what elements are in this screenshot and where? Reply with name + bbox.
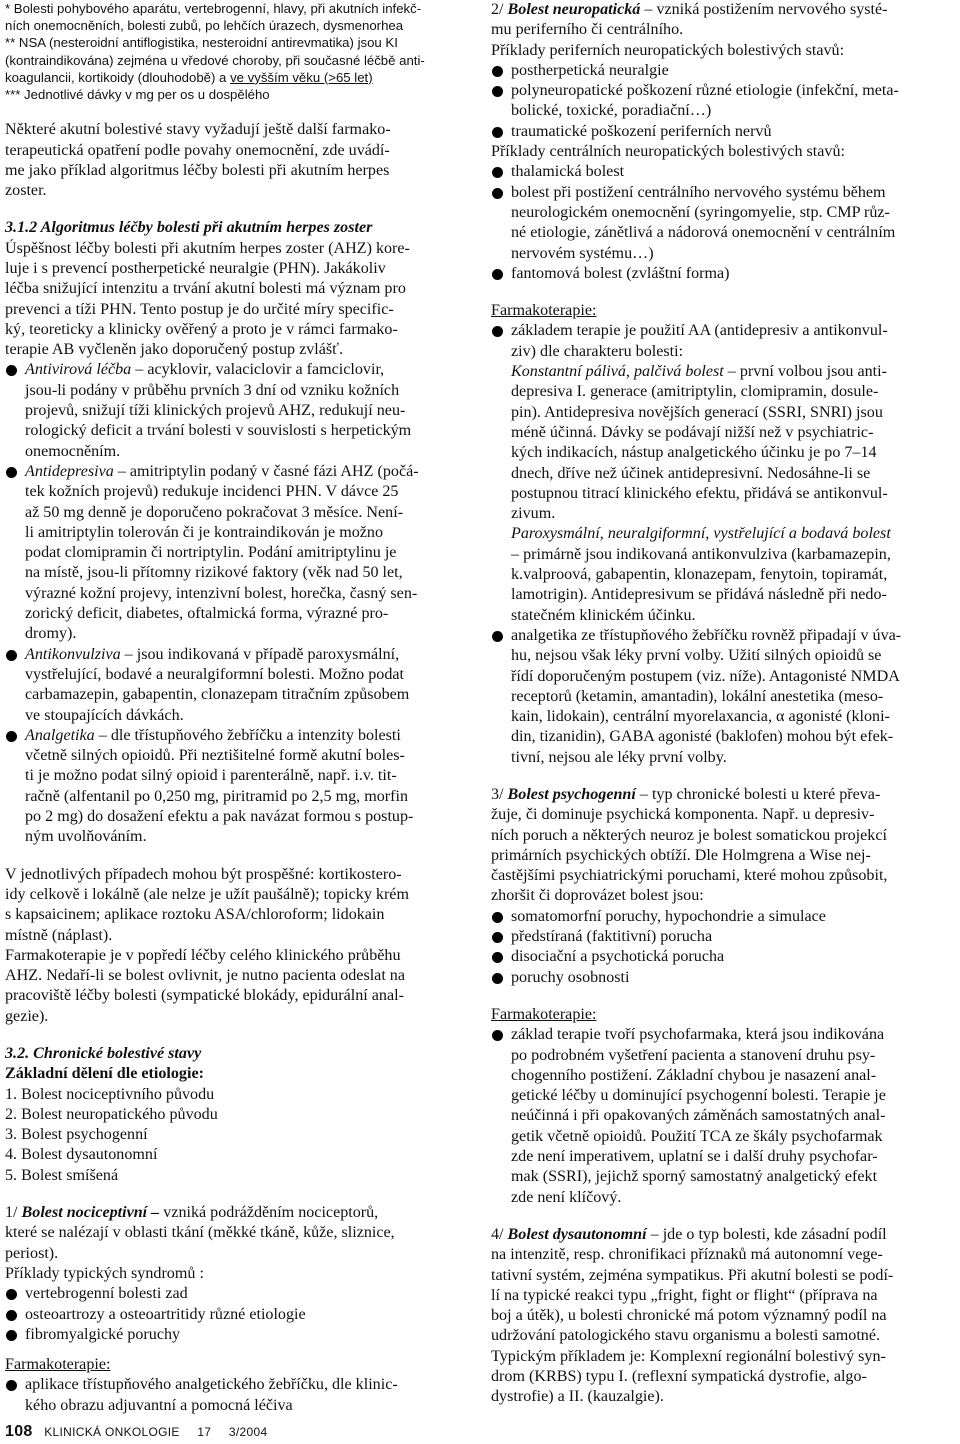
neuropathic-section: 2/ Bolest neuropatická – vzniká postižením nervového systé- mu periferního či centrálního. Příklady periferních neuropatických bolestivých stavů: postherpetická neuralgie polyneuropatické poškození různé etiologie (infekční, meta- bolické, toxické, poradiační…) traumatické poškození periferních nervů Příklady centrálních neuropatických bolestivých stavů: thalamická bolest bolest při postižení centrálního nervového systému během neurologickém onemocnění (syringomyelie, stp. CMP růz- né etiologie, zánětlivá a nádorová onemocnění v centrálním nervovém systému…) fantomová bolest (zvláštní forma) (491, 0, 956, 284)
list-item: vertebrogenní bolesti zad (5, 1284, 465, 1304)
bullet-icon (492, 86, 503, 97)
additional-therapy-paragraph: V jednotlivých případech mohou být prospěšné: kortikostero- idy celkově i lokálně (ale nelze je užít paušálně); topicky krém s kapsaicinem; aplikace roztoku ASA/chloroform; lidokain místně (náplast). Farmakoterapie je v popředí léčby celého klinického průběhu AHZ. Nedaří-li se bolest ovlivnit, je nutno pacienta odeslat na pracoviště léčby bolesti (sympatické blokády, epidurální anal- gezie). (5, 865, 409, 1025)
bullet-icon (492, 188, 503, 199)
bullet-icon (492, 932, 503, 943)
herpes-treatment-bullets (5, 360, 465, 847)
footnote-line: * Bolesti pohybového aparátu, vertebrogenní, hlavy, při akutních infekč- (5, 1, 422, 16)
bullet-icon (6, 1380, 17, 1391)
footnote-line: ** NSA (nesteroidní antiflogistika, nesteroidní antirevmatika) jsou KI (5, 35, 398, 51)
bullet-icon (492, 66, 503, 77)
bullet-icon (492, 1030, 503, 1041)
list-item: Antivirová léčba – acyklovir, valaciclovir a famciclovir, jsou-li podány v průběhu prvních 3 dní od vzniku kožních projevů, snižují tíži klinických projevů AHZ, redukují neu- rologický deficit a trvání bolesti v souvislosti s herpetickým onemocněním. (5, 360, 465, 461)
bullet-icon (6, 467, 17, 478)
bullet-icon (492, 973, 503, 984)
journal-name: KLINICKÁ ONKOLOGIE (44, 1425, 180, 1439)
list-item: disociační a psychotická porucha (491, 947, 956, 967)
list-item: Antikonvulziva – jsou indikovaná v případě paroxysmální, vystřelující, bodavé a neuralgiformní bolesti. Možno podat carbamazepin, gabapentin, clonazepam titračním způsobem ve stoupajících dávkách. (5, 645, 465, 726)
list-item: 2. Bolest neuropatického původu (5, 1105, 218, 1123)
section-heading: 3.1.2 Algoritmus léčby bolesti při akutním herpes zoster (5, 219, 373, 237)
list-item: Antidepresiva – amitriptylin podaný v časné fázi AHZ (počá- tek kožních projevů) redukuje incidenci PHN. V dávce 25 až 50 mg denně je doporučeno pokračovat 3 měsíce. Není- li amitriptylin tolerován či je kontraindikován je možno podat clomipramin či nortriptylin. Podání amitriptylinu je na místě, jsou-li přítomny rizikové faktory (věk nad 50 let, výrazné kožní projevy, intenzivní bolest, horečka, časný sen- zorický deficit, diabetes, oftalmická forma, výrazné pro- dromy). (5, 462, 465, 645)
journal-volume: 17 (197, 1425, 212, 1439)
section-3-2 (5, 1044, 465, 1186)
list-item: traumatické poškození periferních nervů (491, 122, 956, 142)
nociceptive-section: 1/ Bolest nociceptivní – vzniká podrážděním nociceptorů, které se nalézají v oblasti tkání (měkké tkáně, kůže, sliznice, periost). Příklady typických syndromů : vertebrogenní bolesti zad osteoartrozy a osteoartritidy různé etiologie fibromyalgické poruchy Farmakoterapie: aplikace třístupňového analgetického žebříčku, dle klinic- kého obrazu adjuvantní a pomocná léčiva (5, 1203, 465, 1416)
subheading: Základní dělení dle etiologie: (5, 1065, 204, 1083)
list-item: 1. Bolest nociceptivního původu (5, 1085, 215, 1103)
bullet-icon (6, 650, 17, 661)
list-item: Analgetika – dle třístupňového žebříčku a intenzity bolesti včetně silných opioidů. Při neztišitelné formě akutní boles- ti je možno podat silný opioid i parenterálně, např. i.v. tit- račně (alfentanil po 0,250 mg, piritramid po 2,5 mg, morfin po 2 mg) do dosažení efektu a pak navázat formou s postup- ným uvolňováním. (5, 726, 465, 848)
list-item: 3. Bolest psychogenní (5, 1126, 148, 1144)
intro-paragraph: Některé akutní bolestivé stavy vyžadují ještě další farmako- terapeutická opatření podle povahy onemocnění, zde uvádí- me jako příklad algoritmus léčby bolesti při akutním herpes zoster. (5, 121, 391, 200)
footnote-line: *** Jednotlivé dávky v mg per os u dospělého (5, 87, 270, 103)
section-heading: 3.2. Chronické bolestivé stavy (5, 1044, 202, 1062)
list-item: aplikace třístupňového analgetického žebříčku, dle klinic- kého obrazu adjuvantní a pomocná léčiva (5, 1375, 465, 1416)
list-item: fantomová bolest (zvláštní forma) (491, 264, 956, 284)
underlined-phrase: ve vyšším věku (>65 let) (230, 69, 373, 85)
footnote-line: (kontraindikována) zejména u vředové choroby, při současné léčbě anti- (5, 52, 425, 68)
subheading: Farmakoterapie: (5, 1356, 111, 1374)
bullet-icon (492, 326, 503, 337)
list-item: polyneuropatické poškození různé etiologie (infekční, meta- bolické, toxické, poradiační…) (491, 81, 956, 122)
page-footer (5, 1424, 267, 1440)
bullet-icon (492, 631, 503, 642)
bullet-icon (6, 1310, 17, 1321)
bullet-icon (6, 731, 17, 742)
footnote-line: koagulancii, kortikoidy (dlouhodobě) a ve vyšším věku (>65 let) (5, 69, 373, 85)
psychogenic-pharmacotherapy (491, 1005, 956, 1208)
list-item: 5. Bolest smíšená (5, 1166, 119, 1184)
list-item: bolest při postižení centrálního nervového systému během neurologickém onemocnění (syringomyelie, stp. CMP růz- né etiologie, zánětlivá a nádorová onemocnění v centrálním nervovém systému…) (491, 183, 956, 264)
dysautonomic-section: 4/ Bolest dysautonomní – jde o typ bolesti, kde zásadní podíl na intenzitě, resp. chronifikaci příznaků má autonomní vege- tativní systém, zejména sympatikus. Při akutní bolesti se podí- lí na typické reakci typu „fright, fight or flight“ (příprava na boj a útěk), u bolesti chronické má potom významný podíl na udržování patologického stavu organismu a bolesti samotné. Typickým příkladem je: Komplexní regionální bolestivý syn- drom (KRBS) typu I. (reflexní sympatická dystrofie, algo- dystrofie) a II. (kauzalgie). (491, 1225, 894, 1406)
list-item: analgetika ze třístupňového žebříčku rovněž připadají v úva- hu, nejsou však léky první volby. Užití silných opioidů se řídí doporučeným postupem (viz. níže). Antagonisté NMDA receptorů (ketamin, amantadin), lokální anestetika (meso- kain, lidokain), centrální myorelaxancia, α agonisté (kloni- din, tizanidin), GABA agonisté (baklofen) mohou být efek- tivní, nejsou ale léky první volby. (491, 626, 956, 768)
bullet-icon (492, 269, 503, 280)
list-item: 4. Bolest dysautonomní (5, 1146, 158, 1164)
left-column (5, 0, 465, 1416)
right-column (491, 0, 956, 1408)
bullet-icon (6, 1330, 17, 1341)
list-item: předstíraná (faktitivní) porucha (491, 927, 956, 947)
neuropathic-pharmacotherapy: Farmakoterapie: základem terapie je použití AA (antidepresiv a antikonvul- ziv) dle charakteru bolesti: Konstantní pálivá, palčivá bolest – první volbou jsou anti- depresiva I. generace (amitriptylin, clomipramin, dosule- pin). Antidepresiva novějších generací (SSRI, SNRI) jsou méně účinná. Dávky se podávají nižší než v psychiatric- kých indikacích, nástup analgetického účinku je po 7–14 dnech, dříve než účinek antidepresivní. Nedosáhne-li se postupnou titrací klinického efektu, přidává se antikonvul- zivum. Paroxysmální, neuralgiformní, vystřelující a bodavá bolest – primárně jsou indikovaná antikonvulziva (karbamazepin, k.valproová, gabapentin, klonazepam, fenytoin, topiramát, lamotrigin). Antidepresivum se přidává následně při nedo- statečném klinickém účinku. analgetika ze třístupňového žebříčku rovněž připadají v úva- hu, nejsou však léky první volby. Užití silných opioidů se řídí doporučeným postupem (viz. níže). Antagonisté NMDA receptorů (ketamin, amantadin), lokální anestetika (meso- kain, lidokain), centrální myorelaxancia, α agonisté (kloni- din, tizanidin), GABA agonisté (baklofen) mohou být efek- tivní, nejsou ale léky první volby. (491, 301, 956, 768)
list-item: poruchy osobnosti (491, 968, 956, 988)
table-footnotes (5, 0, 465, 103)
list-item: thalamická bolest (491, 162, 956, 182)
psychogenic-section: 3/ Bolest psychogenní – typ chronické bolesti u které převa- žuje, či dominuje psychická komponenta. Např. u depresiv- ních poruch a některých neuroz je bolest somatickou projekcí primárních psychických obtíží. Dle Holmgrena a Wise nej- častějšími psychiatrickými poruchami, které mohou způsobit, zhoršit či doprovázet bolest jsou: somatomorfní poruchy, hypochondrie a simulace předstíraná (faktitivní) porucha disociační a psychotická porucha poruchy osobnosti (491, 785, 956, 988)
bullet-icon (492, 167, 503, 178)
section-3-1-2: 3.1.2 Algoritmus léčby bolesti při akutním herpes zoster Úspěšnost léčby bolesti při akutním herpes zoster (AHZ) kore- luje i s prevencí postherpetické neuralgie (PHN). Jakákoliv léčba snižující intenzitu a trvání akutní bolesti má význam pro prevenci a tíži PHN. Tento postup je do určité míry specific- ký, teoreticky a klinicky ověřený a proto je v rámci farmako- terapie AB vyčleněn jako doporučený postup zvlášť. (5, 218, 465, 360)
list-item: fibromyalgické poruchy (5, 1325, 465, 1345)
list-item: osteoartrozy a osteoartritidy různé etiologie (5, 1305, 465, 1325)
list-item: postherpetická neuralgie (491, 61, 956, 81)
list-item: základ terapie tvoří psychofarmaka, která jsou indikována po podrobném vyšetření pacienta a stanovení druhu psy- chogenního postižení. Základní chybou je nasazení anal- getické léčby u dominující psychogenní bolesti. Terapie je neúčinná i při opakovaných záměnách samostatných anal- getik včetně opioidů. Použití TCA ze škály psychofarmak zde není imperativem, uplatní se i další druhy psychofar- mak (SSRI), jejichž sporný samostatný analgetický efekt zde není klíčový. (491, 1025, 956, 1208)
bullet-icon (492, 127, 503, 138)
journal-issue: 3/2004 (228, 1425, 268, 1439)
page-number: 108 (5, 1423, 33, 1440)
bullet-icon (6, 365, 17, 376)
bullet-icon (492, 952, 503, 963)
footnote-line: ních onemocněních, bolesti zubů, po lehčích úrazech, dysmenorhea (5, 18, 404, 34)
subheading: Farmakoterapie: (491, 302, 597, 320)
list-item: somatomorfní poruchy, hypochondrie a simulace (491, 907, 956, 927)
list-item: základem terapie je použití AA (antidepresiv a antikonvul- ziv) dle charakteru bolesti: (491, 321, 956, 362)
subheading: Farmakoterapie: (491, 1005, 597, 1023)
bullet-icon (6, 1289, 17, 1300)
bullet-icon (492, 912, 503, 923)
